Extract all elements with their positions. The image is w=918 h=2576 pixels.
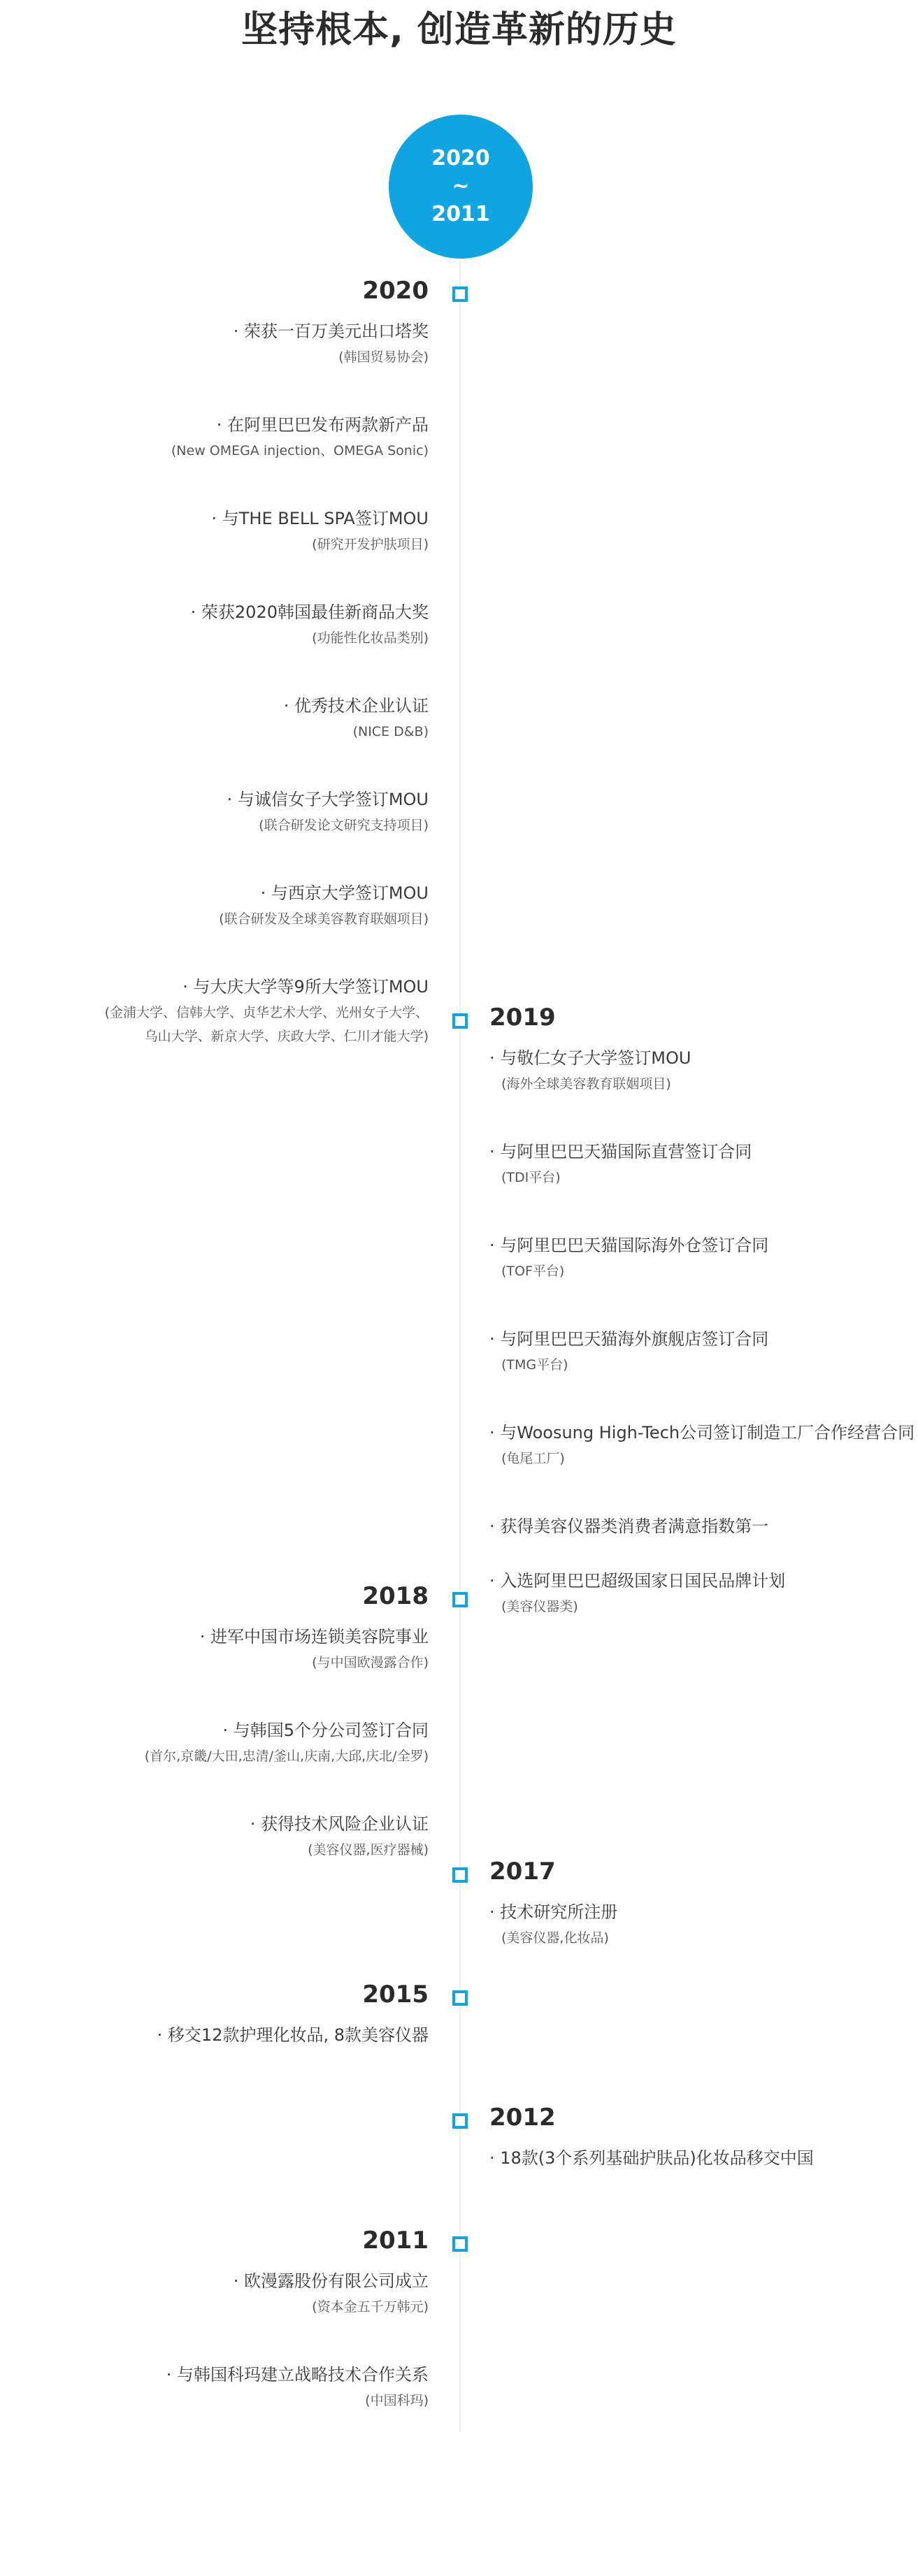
item-detail: (TDI平台) [501, 1170, 561, 1185]
item-detail: (TMG平台) [501, 1357, 568, 1373]
item-detail: (金浦大学、信韩大学、贞华艺术大学、光州女子大学、 [104, 1005, 429, 1020]
item-title: · 与诚信女子大学签订MOU [227, 790, 429, 809]
item-title: · 18款(3个系列基础护肤品)化妆品移交中国 [489, 2148, 814, 2168]
timeline-item [23, 1623, 429, 1674]
timeline-item [489, 1512, 917, 1540]
item-detail: (海外全球美容教育联姻项目) [501, 1076, 671, 1092]
timeline-item [489, 1138, 917, 1189]
era-range-badge [389, 115, 533, 259]
timeline-item [489, 1044, 917, 1096]
item-title: · 与韩国5个分公司签订合同 [222, 1721, 429, 1740]
item-detail: (韩国贸易协会) [338, 349, 429, 365]
item-detail: (TOF平台) [501, 1264, 565, 1279]
item-detail: (与中国欧漫露合作) [312, 1655, 429, 1670]
year-items-2018 [23, 1623, 429, 1904]
timeline-marker-2018 [452, 1592, 468, 1607]
item-title: · 与韩国科玛建立战略技术合作关系 [166, 2365, 429, 2385]
item-title: · 移交12款护理化妆品, 8款美容仪器 [157, 2025, 429, 2045]
item-title: · 欧漫露股份有限公司成立 [233, 2271, 429, 2291]
era-separator: ~ [452, 174, 470, 198]
timeline-marker-2017 [452, 1867, 468, 1883]
year-heading-2012: 2012 [489, 2104, 556, 2132]
item-title: · 荣获2020韩国最佳新商品大奖 [190, 602, 429, 622]
item-detail: (New OMEGA injection、OMEGA Sonic) [171, 443, 429, 458]
item-title: · 与西京大学签订MOU [260, 883, 429, 903]
timeline-item [23, 1810, 429, 1862]
item-title: · 与阿里巴巴天猫国际海外仓签订合同 [489, 1236, 769, 1255]
item-detail: (NICE D&B) [352, 724, 429, 739]
item-detail: (资本金五千万韩元) [312, 2299, 429, 2315]
item-title: · 在阿里巴巴发布两款新产品 [216, 415, 429, 435]
item-title: · 技术研究所注册 [489, 1902, 618, 1922]
timeline-item [489, 1567, 917, 1619]
item-title: · 与THE BELL SPA签订MOU [211, 509, 429, 528]
item-title: · 进军中国市场连锁美容院事业 [199, 1627, 429, 1647]
timeline-marker-2019 [452, 1013, 468, 1029]
item-detail: (龟尾工厂) [501, 1451, 565, 1466]
item-detail: (首尔,京畿/大田,忠清/釜山,庆南,大邱,庆北/全罗) [144, 1749, 429, 1764]
item-detail: (研究开发护肤项目) [312, 537, 429, 552]
item-title: · 与大庆大学等9所大学签订MOU [182, 977, 429, 997]
year-items-2017 [489, 1898, 917, 1992]
year-heading-2017: 2017 [489, 1858, 556, 1886]
timeline-item [489, 1898, 917, 1950]
timeline-item [23, 411, 429, 463]
item-title: · 入选阿里巴巴超级国家日国民品牌计划 [489, 1571, 786, 1591]
item-title: · 与敬仁女子大学签订MOU [489, 1048, 691, 1068]
timeline-item [489, 2144, 917, 2172]
year-heading-2011: 2011 [362, 2227, 429, 2255]
year-heading-2020: 2020 [362, 277, 429, 305]
timeline-item [23, 879, 429, 931]
item-title: · 获得技术风险企业认证 [250, 1814, 429, 1834]
year-items-2019 [489, 1044, 917, 1660]
timeline-item [23, 2021, 429, 2049]
item-detail: (中国科玛) [365, 2393, 429, 2408]
timeline-item [489, 1325, 917, 1377]
item-title: · 荣获一百万美元出口塔奖 [233, 321, 429, 341]
item-title: · 与Woosung High-Tech公司签订制造工厂合作经营合同 [489, 1423, 915, 1442]
timeline-marker-2011 [452, 2236, 468, 2252]
item-detail: (联合研发及全球美容教育联姻项目) [219, 911, 429, 927]
timeline-item [23, 786, 429, 837]
year-items-2015 [23, 2021, 429, 2091]
timeline-item [23, 317, 429, 369]
year-items-2011 [23, 2267, 429, 2454]
timeline-item [23, 973, 429, 1048]
item-title: · 与阿里巴巴天猫海外旗舰店签订合同 [489, 1329, 769, 1349]
year-heading-2015: 2015 [362, 1981, 429, 2009]
timeline-item [489, 1231, 917, 1283]
item-title: · 获得美容仪器类消费者满意指数第一 [489, 1517, 769, 1536]
timeline-item [23, 2361, 429, 2412]
timeline-item [23, 2267, 429, 2319]
era-end-year: 2011 [431, 202, 490, 226]
year-items-2020 [23, 317, 429, 1090]
item-title: · 优秀技术企业认证 [283, 696, 429, 716]
item-detail: (联合研发论文研究支持项目) [259, 818, 429, 833]
item-detail: (功能性化妆品类别) [312, 630, 429, 646]
timeline-marker-2020 [452, 287, 468, 302]
timeline-item [23, 598, 429, 650]
item-title: · 与阿里巴巴天猫国际直营签订合同 [489, 1142, 752, 1162]
year-items-2012 [489, 2144, 917, 2214]
year-heading-2018: 2018 [362, 1582, 429, 1610]
year-heading-2019: 2019 [489, 1004, 556, 1032]
timeline-item [23, 505, 429, 556]
timeline-item [489, 1419, 917, 1470]
item-detail: (美容仪器,化妆品) [501, 1930, 609, 1946]
item-detail-cont: 乌山大学、新京大学、庆政大学、仁川才能大学) [144, 1029, 429, 1044]
era-start-year: 2020 [431, 146, 490, 171]
item-detail: (美容仪器,医疗器械) [308, 1842, 429, 1858]
timeline-item [23, 692, 429, 744]
timeline-axis [459, 259, 461, 2432]
item-detail: (美容仪器类) [501, 1599, 578, 1614]
timeline-marker-2012 [452, 2113, 468, 2129]
page-title: 坚持根本, 创造革新的历史 [241, 9, 677, 51]
timeline-item [23, 1716, 429, 1768]
timeline-marker-2015 [452, 1990, 468, 2006]
